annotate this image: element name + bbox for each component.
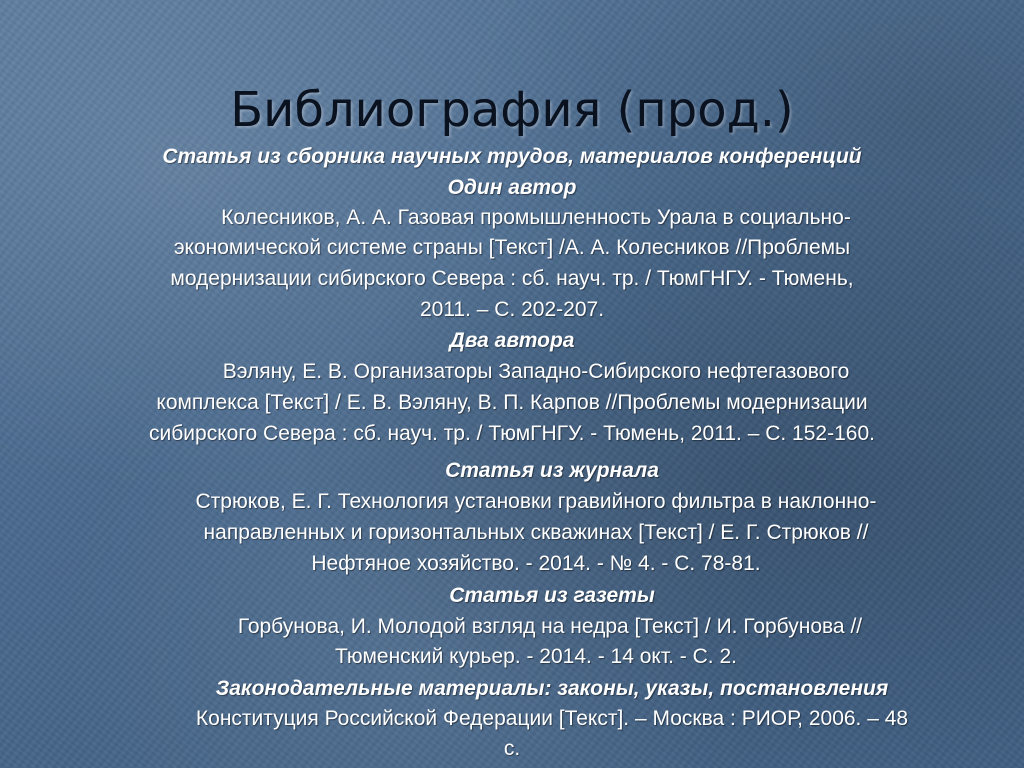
entry-line: Горбунова, И. Молодой взгляд на недра [Текст] / И. Горбунова // bbox=[237, 615, 863, 638]
bibliography-content bbox=[30, 0, 994, 768]
entry-line: экономической системе страны [Текст] /А. А. Колесников //Проблемы bbox=[173, 236, 851, 259]
subheading-one-author: Один автор bbox=[447, 176, 577, 199]
entry-line: Нефтяное хозяйство. - 2014. - № 4. - С. 78-81. bbox=[311, 552, 761, 575]
entry-line: Конституция Российской Федерации [Текст]. – Москва : РИОР, 2006. – 48 bbox=[195, 707, 909, 730]
entry-line: сибирского Севера : сб. науч. тр. / ТюмГНГУ. - Тюмень, 2011. – С. 152-160. bbox=[149, 422, 875, 445]
entry-line: Стрюков, Е. Г. Технология установки гравийного фильтра в наклонно- bbox=[195, 490, 877, 513]
entry-line: направленных и горизонтальных скважинах [Текст] / Е. Г. Стрюков // bbox=[203, 521, 869, 544]
entry-line: модернизации сибирского Севера : сб. науч. тр. / ТюмГНГУ. - Тюмень, bbox=[170, 267, 854, 290]
entry-line: Колесников, А. А. Газовая промышленность Урала в социально- bbox=[221, 206, 851, 229]
entry-line: Тюменский курьер. - 2014. - 14 окт. - С. 2. bbox=[335, 645, 737, 668]
section-heading-legislation: Законодательные материалы: законы, указы, постановления bbox=[215, 677, 889, 700]
entry-line: с. bbox=[503, 737, 521, 760]
entry-line: комплекса [Текст] / Е. В. Вэляну, В. П. Карпов //Проблемы модернизации bbox=[156, 391, 868, 414]
entry-line: Вэляну, Е. В. Организаторы Западно-Сибирского нефтегазового bbox=[222, 360, 850, 383]
slide-title: Библиография (прод.) bbox=[230, 82, 794, 138]
section-heading-journal-article: Статья из журнала bbox=[445, 459, 659, 482]
section-heading-collection-article: Статья из сборника научных трудов, материалов конференций bbox=[162, 145, 862, 168]
entry-line: 2011. – С. 202-207. bbox=[419, 298, 605, 321]
section-heading-newspaper-article: Статья из газеты bbox=[449, 584, 655, 607]
subheading-two-authors: Два автора bbox=[449, 329, 575, 352]
